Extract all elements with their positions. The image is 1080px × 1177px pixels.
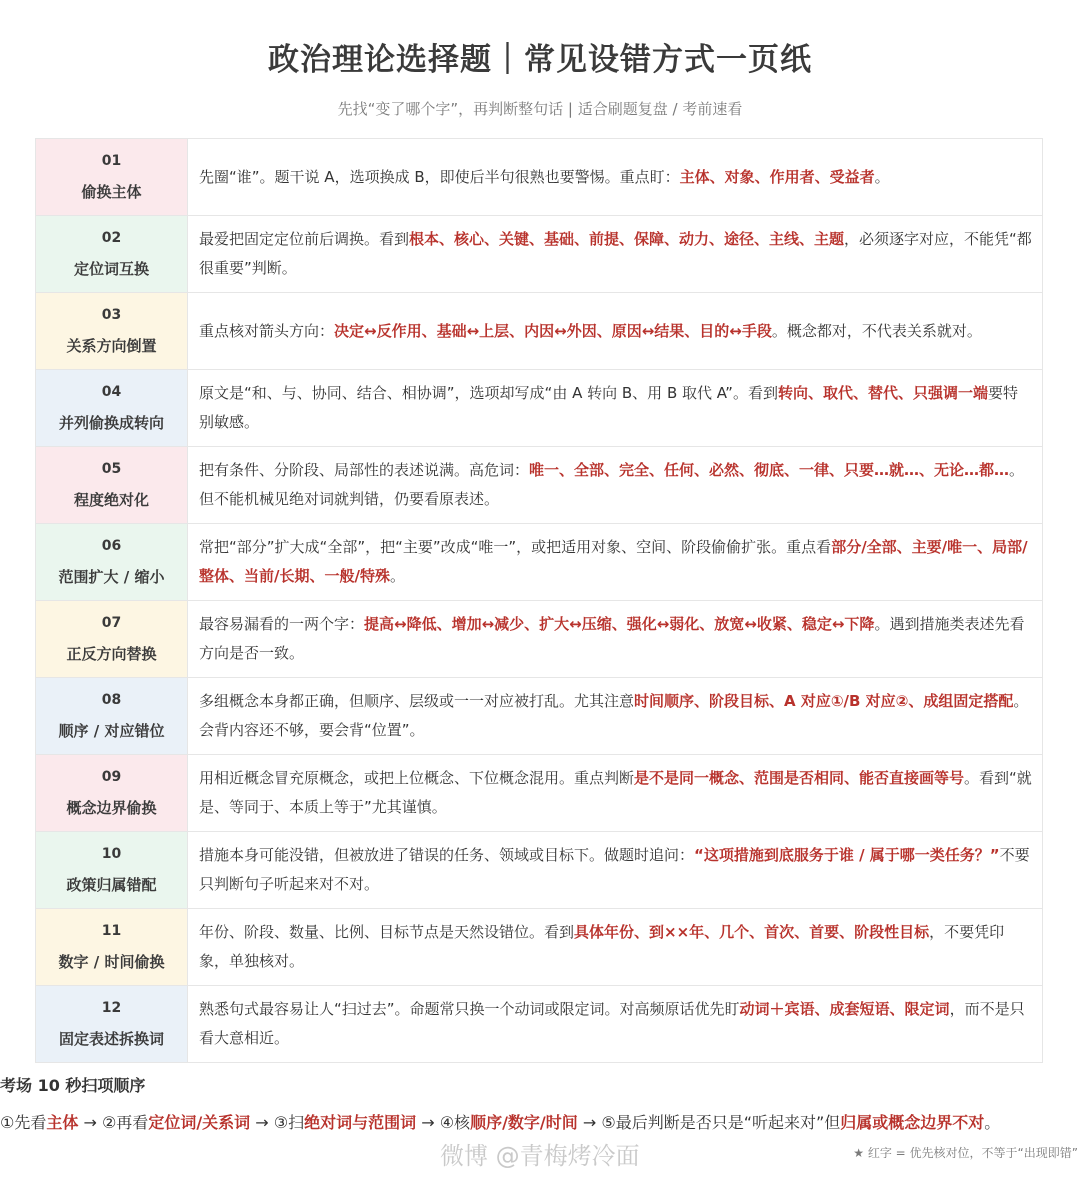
body-text: 。 <box>389 567 405 585</box>
row-category-name: 固定表述拆换词 <box>58 1029 164 1048</box>
row-description-cell <box>188 755 1042 831</box>
keyword-text: 决定↔反作用、基础↔上层、内因↔外因、原因↔结果、目的↔手段 <box>334 321 772 340</box>
row-description <box>199 533 1032 591</box>
keyword-text: 动词＋宾语、成套短语、限定词 <box>739 1000 950 1018</box>
body-text: ，必须逐字对应，不能凭“都很重要”判断。 <box>199 230 1032 277</box>
row-category-name: 正反方向替换 <box>66 644 157 663</box>
page-title: 政治理论选择题｜常见设错方式一页纸 <box>268 42 812 78</box>
row-description-cell <box>188 524 1042 600</box>
body-text: → ⑤最后判断是否只是“听起来对”但 <box>577 1113 841 1132</box>
row-label-cell <box>36 601 188 677</box>
keyword-text: 主体 <box>46 1113 79 1132</box>
row-label-cell <box>36 832 188 908</box>
row-category-name: 政策归属错配 <box>66 875 157 894</box>
row-description-cell <box>188 601 1042 677</box>
row-description <box>199 764 1032 822</box>
body-text: 最爱把固定定位前后调换。看到 <box>199 230 410 248</box>
row-description-cell <box>188 370 1042 446</box>
body-text: 熟悉句式最容易让人“扫过去”。命题常只换一个动词或限定词。对高频原话优先盯 <box>199 1000 740 1018</box>
body-text: 。会背内容还不够，要会背“位置”。 <box>199 692 1029 739</box>
keyword-text: 根本、核心、关键、基础、前提、保障、动力、途径、主线、主题 <box>409 230 845 248</box>
keyword-text: 提高↔降低、增加↔减少、扩大↔压缩、强化↔弱化、放宽↔收紧、稳定↔下降 <box>364 615 875 633</box>
row-description <box>199 995 1032 1053</box>
row-description <box>199 841 1032 899</box>
row-number: 08 <box>101 691 122 708</box>
row-category-name: 顺序 / 对应错位 <box>58 721 165 740</box>
body-text: ①先看 <box>0 1113 47 1132</box>
row-description-cell <box>188 216 1042 292</box>
row-description-cell <box>188 832 1042 908</box>
row-number: 11 <box>101 922 122 939</box>
table-row <box>35 293 1043 370</box>
body-text: ，而不是只看大意相近。 <box>199 1000 1025 1047</box>
keyword-text: 具体年份、到××年、几个、首次、首要、阶段性目标 <box>574 923 930 941</box>
keyword-text: 唯一、全部、完全、任何、必然、彻底、一律、只要…就…、无论…都… <box>529 461 1010 479</box>
keyword-text: 转向、取代、替代、只强调一端 <box>777 384 988 402</box>
table-row <box>35 524 1043 601</box>
row-category-name: 范围扩大 / 缩小 <box>58 567 165 586</box>
body-text: 。 <box>874 167 890 186</box>
row-description <box>199 225 1032 283</box>
scan-order-title: 考场 10 秒扫项顺序 <box>0 1076 146 1095</box>
body-text: 重点核对箭头方向： <box>199 321 335 340</box>
row-description <box>199 456 1032 514</box>
body-text: 最容易漏看的一两个字： <box>199 615 365 633</box>
row-label-cell <box>36 293 188 369</box>
keyword-text: “这项措施到底服务于谁 / 属于哪一类任务？” <box>694 846 1000 864</box>
row-description <box>199 687 1032 745</box>
keyword-text: 归属或概念边界不对 <box>840 1113 985 1132</box>
row-number: 07 <box>101 614 122 631</box>
table-row <box>35 447 1043 524</box>
row-label-cell <box>36 755 188 831</box>
row-description-cell <box>188 909 1042 985</box>
table-row <box>35 139 1043 216</box>
row-number: 04 <box>101 383 122 400</box>
row-description <box>199 163 1032 192</box>
body-text: 用相近概念冒充原概念，或把上位概念、下位概念混用。重点判断 <box>199 769 635 787</box>
body-text: 把有条件、分阶段、局部性的表述说满。高危词： <box>199 461 530 479</box>
row-description-cell <box>188 986 1042 1062</box>
row-description-cell <box>188 139 1042 215</box>
row-number: 12 <box>101 999 122 1016</box>
body-text: 常把“部分”扩大成“全部”，把“主要”改成“唯一”，或把适用对象、空间、阶段偷偷扩张。重点看 <box>199 538 832 556</box>
body-text: ，不要凭印象，单独核对。 <box>199 923 1005 970</box>
row-description <box>199 610 1032 668</box>
row-category-name: 数字 / 时间偷换 <box>58 952 165 971</box>
row-description-cell <box>188 293 1042 369</box>
table-row <box>35 370 1043 447</box>
table-row <box>35 909 1043 986</box>
body-text: 先圈“谁”。题干说 A，选项换成 B，即使后半句很熟也要警惕。重点盯： <box>199 167 680 186</box>
body-text: → ③扫 <box>250 1113 305 1132</box>
row-category-name: 概念边界偷换 <box>66 798 157 817</box>
row-description-cell <box>188 447 1042 523</box>
row-description-cell <box>188 678 1042 754</box>
body-text: 原文是“和、与、协同、结合、相协调”，选项却写成“由 A 转向 B、用 B 取代 A”。看到 <box>199 384 778 402</box>
keyword-text: 主体、对象、作用者、受益者 <box>679 167 875 186</box>
weibo-watermark: 微博 @青梅烤冷面 <box>440 1142 640 1170</box>
row-label-cell <box>36 216 188 292</box>
body-text: → ②再看 <box>78 1113 149 1132</box>
body-text: 措施本身可能没错，但被放进了错误的任务、领域或目标下。做题时追问： <box>199 846 695 864</box>
body-text: 。看到“就是、等同于、本质上等于”尤其谨慎。 <box>199 769 1032 816</box>
body-text: 。概念都对，不代表关系就对。 <box>771 321 982 340</box>
keyword-text: 绝对词与范围词 <box>304 1113 417 1132</box>
table-row <box>35 678 1043 755</box>
row-category-name: 偷换主体 <box>81 182 142 201</box>
table-row <box>35 986 1043 1063</box>
row-description <box>199 379 1032 437</box>
table-row <box>35 216 1043 293</box>
body-text: → ④核 <box>416 1113 471 1132</box>
keyword-text: 部分/全部、主要/唯一、局部/整体、当前/长期、一般/特殊 <box>199 538 1028 585</box>
body-text: 。遇到措施类表述先看方向是否一致。 <box>199 615 1025 662</box>
table-row <box>35 601 1043 678</box>
scan-order-steps <box>0 1110 1000 1133</box>
row-label-cell <box>36 986 188 1062</box>
error-types-table <box>35 138 1043 1063</box>
table-row <box>35 832 1043 909</box>
row-number: 06 <box>101 537 122 554</box>
body-text: 年份、阶段、数量、比例、目标节点是天然设错位。看到 <box>199 923 575 941</box>
row-number: 10 <box>101 845 122 862</box>
keyword-text: 时间顺序、阶段目标、A 对应①/B 对应②、成组固定搭配 <box>634 692 1014 710</box>
row-category-name: 关系方向倒置 <box>66 336 157 355</box>
keyword-text: 定位词/关系词 <box>148 1113 251 1132</box>
row-label-cell <box>36 447 188 523</box>
row-number: 09 <box>101 768 122 785</box>
row-number: 02 <box>101 229 122 246</box>
row-label-cell <box>36 678 188 754</box>
body-text: 不要只判断句子听起来对不对。 <box>199 846 1030 893</box>
row-number: 05 <box>101 460 122 477</box>
body-text: 多组概念本身都正确，但顺序、层级或一一对应被打乱。尤其注意 <box>199 692 635 710</box>
row-description <box>199 918 1032 976</box>
row-number: 01 <box>101 152 122 169</box>
body-text: 要特别敏感。 <box>199 384 1018 431</box>
table-row <box>35 755 1043 832</box>
keyword-text: 是不是同一概念、范围是否相同、能否直接画等号 <box>634 769 965 787</box>
body-text: 。但不能机械见绝对词就判错，仍要看原表述。 <box>199 461 1025 508</box>
keyword-text: 顺序/数字/时间 <box>470 1113 578 1132</box>
row-category-name: 并列偷换成转向 <box>58 413 164 432</box>
row-label-cell <box>36 370 188 446</box>
legend-footnote: ★ 红字 = 优先核对位，不等于“出现即错” <box>853 1146 1078 1160</box>
page-subtitle: 先找“变了哪个字”，再判断整句话 | 适合刷题复盘 / 考前速看 <box>337 100 743 118</box>
row-description <box>199 317 1032 346</box>
row-label-cell <box>36 139 188 215</box>
row-label-cell <box>36 909 188 985</box>
body-text: 。 <box>984 1113 1001 1132</box>
row-label-cell <box>36 524 188 600</box>
row-number: 03 <box>101 306 122 323</box>
row-category-name: 定位词互换 <box>73 259 149 278</box>
row-category-name: 程度绝对化 <box>73 490 149 509</box>
